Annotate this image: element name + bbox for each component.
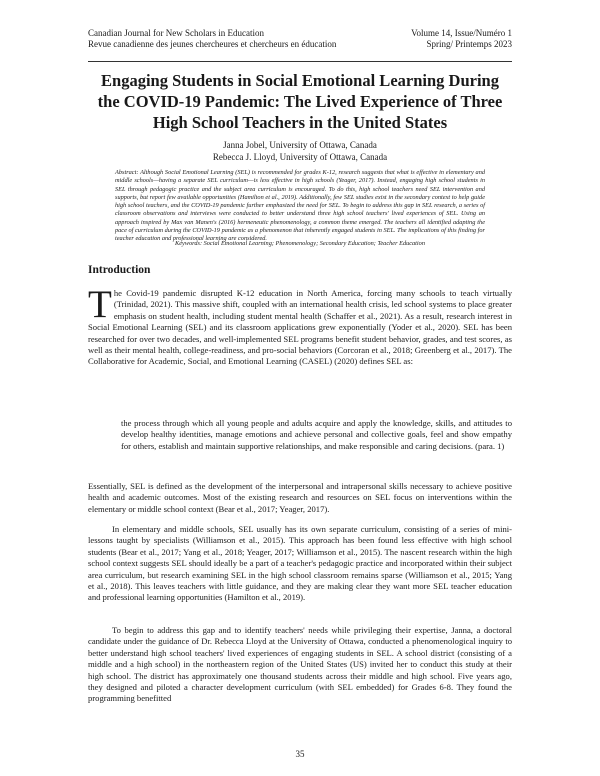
block-quote: the process through which all young people and adults acquire and apply the knowledge, skills, and attitudes to develop healthy identities, manage emotions and achieve personal and collective goals, feel and show empathy for others, establish and maintain supportive relationships, and make responsible and caring decisions. (para. 1) bbox=[121, 418, 512, 451]
article-title: Engaging Students in Social Emotional Learning During the COVID-19 Pandemic: The Lived Experience of Three High School Teachers in the United States bbox=[97, 71, 503, 132]
paragraph-2: Essentially, SEL is defined as the development of the interpersonal and intrapersonal skills necessary to achieve positive health and academic outcomes. Most of the existing research and resources on SEL focus on interventions within the elementary or middle school context (Bear et al., 2017; Yeager, 2017). bbox=[88, 481, 512, 514]
paragraph-1-text: he Covid-19 pandemic disrupted K-12 education in North America, forcing many schools to teach virtually (Trinidad, 2021). This massive shift, coupled with an international health crisis, led school systems to place greater emphasis on student health, including student mental health (Schaffer et al., 2021). As a result, research interest in Social Emotional Learning (SEL) and its classroom applications grew exponentially (Yoder et al., 2020). SEL has been researched for over two decades, and well-implemented SEL programs benefit student behavior, grades, and test scores, as well as their mental health, college-readiness, and pro-social behaviors (Corcoran et al., 2018; Greenberg et al., 2017). The Collaborative for Academic, Social, and Emotional Learning (CASEL) (2020) defines SEL as: bbox=[88, 288, 512, 367]
running-header bbox=[88, 28, 512, 50]
journal-name-en: Canadian Journal for New Scholars in Education bbox=[88, 28, 264, 38]
journal-name-fr: Revue canadienne des jeunes chercheures et chercheurs en éducation bbox=[88, 39, 337, 49]
paragraph-1 bbox=[88, 283, 512, 368]
drop-cap: T bbox=[88, 283, 112, 326]
volume-issue: Volume 14, Issue/Numéro 1 bbox=[411, 28, 512, 38]
section-heading-introduction: Introduction bbox=[88, 264, 151, 276]
author-1: Janna Jobel, University of Ottawa, Canada bbox=[223, 140, 377, 150]
author-list bbox=[88, 140, 512, 163]
season: Spring/ Printemps 2023 bbox=[426, 39, 512, 49]
keywords: Keywords: Social Emotional Learning; Phenomenology; Secondary Education; Teacher Education bbox=[175, 240, 425, 247]
paragraph-3: In elementary and middle schools, SEL usually has its own separate curriculum, consisting of a series of mini-lessons taught by specialists (Williamson et al., 2015). This approach has been found less effective with high school students (Bear et al., 2017; Yang et al., 2018; Yeager, 2017; Williamson et al., 2015). The nascent research within the high school context suggests SEL should ideally be a part of a teacher's pedagogic practice and incorporated within their subject area curriculum, but research examining SEL in the high school classroom remains sparse (Williamson et al., 2015; Yang et al., 2018). This leaves teachers with little guidance, and they are making clear they want more SEL teacher education and professional learning opportunities (Hamilton et al., 2019). bbox=[88, 524, 512, 603]
abstract: Abstract: Although Social Emotional Learning (SEL) is recommended for grades K-12, research suggests that what is effective in elementary and middle schools—having a separate SEL curriculum—is less effective in high schools (Yeager, 2017). Instead, engaging high school students in SEL through pedagogic practice and the subject area curriculum is encouraged. To do this, high school teachers need SEL intervention and supports, but report few available opportunities (Hamilton et al., 2019). Additionally, few SEL studies exist in the secondary context to help guide high school teachers, and the COVID-19 pandemic further emphasized the need for SEL. To begin to address this gap in SEL research, a series of classroom observations and interviews were conducted to better understand three high school teachers' lived experiences of SEL. Using an approach inspired by Max van Manen's (2016) hermeneutic phenomenology, a common theme emerged. The teachers all identified adapting the pace of curriculum during the COVID-19 pandemic as a phenomenon that inherently engaged students in SEL. The implications of this finding for teacher education and professional learning are considered. bbox=[115, 169, 485, 243]
paragraph-4: To begin to address this gap and to identify teachers' needs while privileging their expertise, Janna, a doctoral candidate under the guidance of Dr. Rebecca Lloyd at the University of Ottawa, conducted a phenomenological inquiry to better understand high school teachers' lived experiences of engaging students in SEL. A school district (consisting of a middle and a high school) in the northeastern region of the United States (US) invited her to conduct this study at their high school. The district has approximately one thousand students across their middle and high school. Five years ago, they designed and piloted a character development curriculum (with SEL embedded) for Grades 6-8. They found the programming benefitted bbox=[88, 625, 512, 704]
header-rule bbox=[88, 61, 512, 62]
author-2: Rebecca J. Lloyd, University of Ottawa, Canada bbox=[212, 151, 388, 162]
page-number: 35 bbox=[295, 749, 305, 759]
